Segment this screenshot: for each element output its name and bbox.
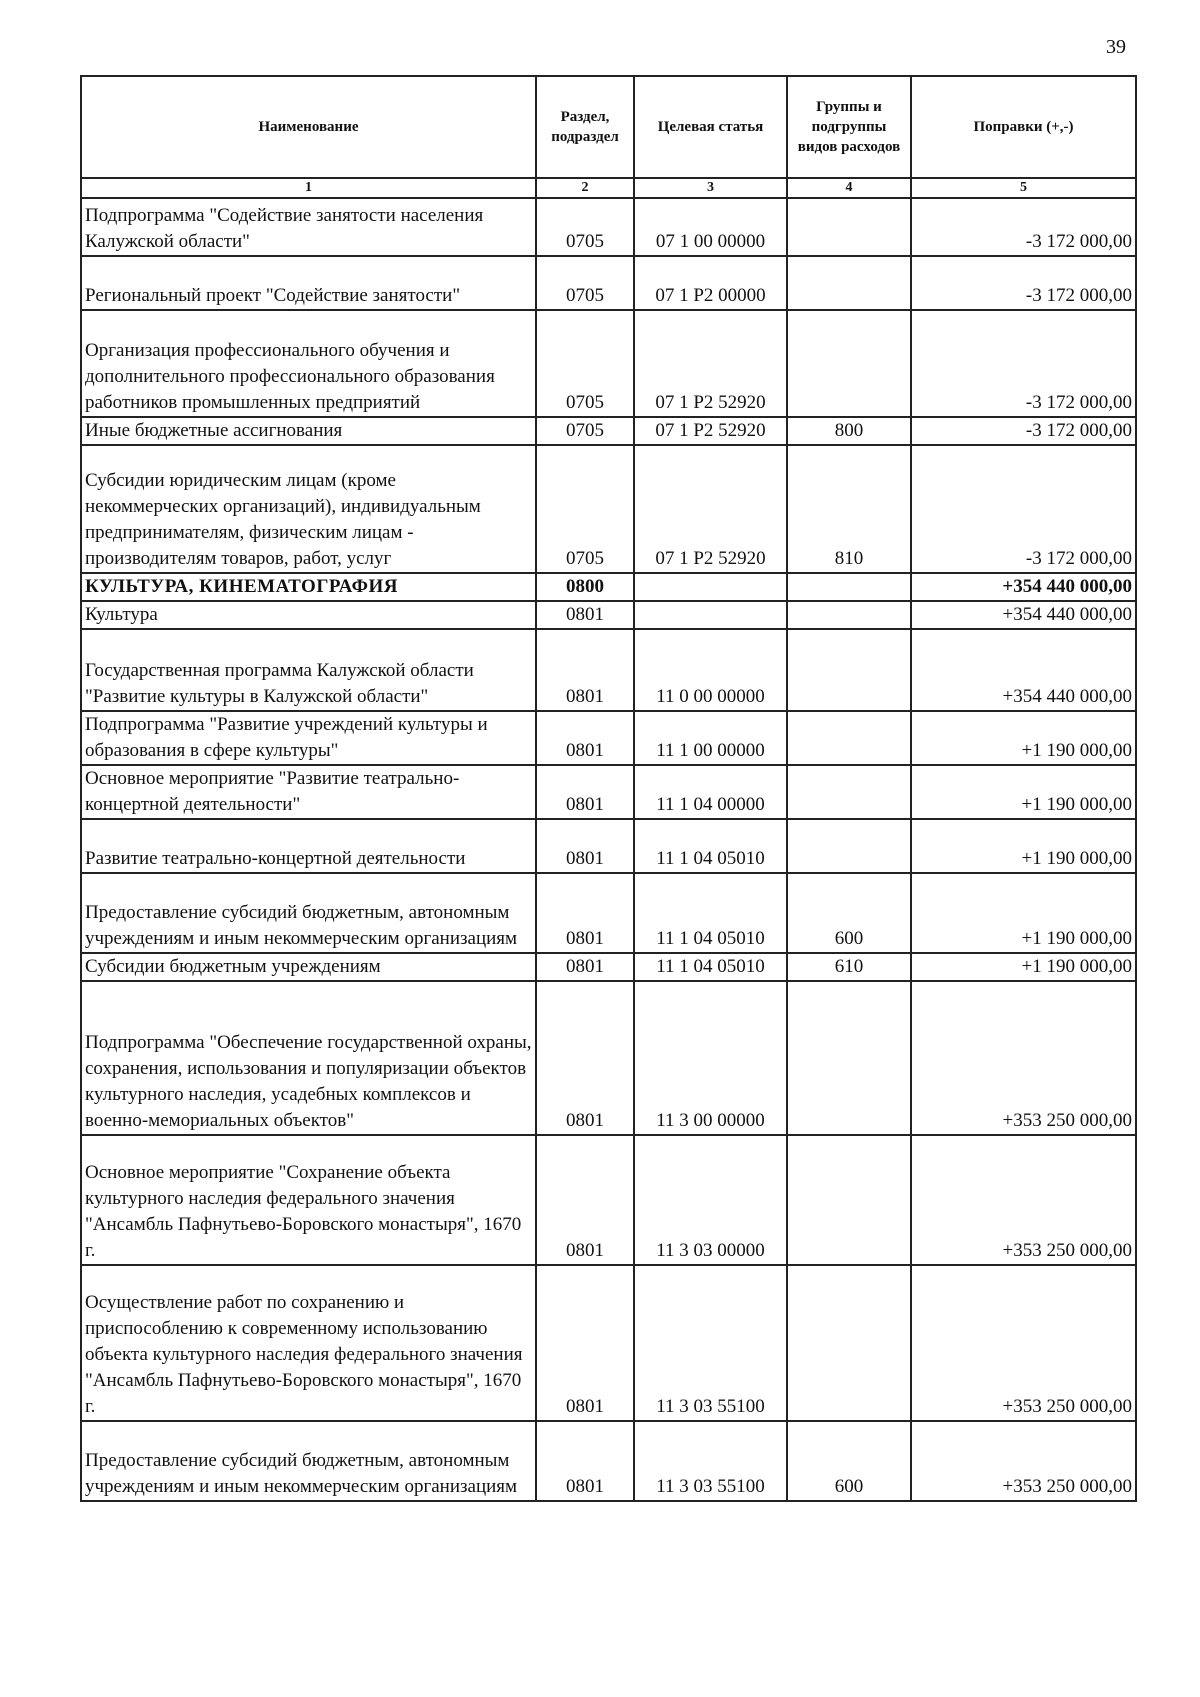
row-amount: +1 190 000,00 — [911, 873, 1136, 953]
row-group — [787, 601, 911, 629]
row-section: 0801 — [536, 601, 634, 629]
row-target: 11 0 00 00000 — [634, 629, 787, 711]
row-group — [787, 256, 911, 310]
row-section: 0705 — [536, 198, 634, 256]
row-amount: +353 250 000,00 — [911, 1265, 1136, 1421]
row-group — [787, 765, 911, 819]
row-amount: -3 172 000,00 — [911, 310, 1136, 417]
row-target: 11 1 04 00000 — [634, 765, 787, 819]
row-amount: +353 250 000,00 — [911, 1135, 1136, 1265]
row-amount: +354 440 000,00 — [911, 601, 1136, 629]
row-target — [634, 573, 787, 601]
row-section: 0801 — [536, 1421, 634, 1501]
row-name: Иные бюджетные ассигнования — [81, 417, 536, 445]
row-section: 0801 — [536, 711, 634, 765]
row-name: Подпрограмма "Развитие учреждений культуры и образования в сфере культуры" — [81, 711, 536, 765]
header-section: Раздел, подраздел — [536, 76, 634, 178]
row-section: 0801 — [536, 765, 634, 819]
row-section: 0801 — [536, 629, 634, 711]
table-row — [81, 711, 1136, 765]
row-target — [634, 601, 787, 629]
row-amount: +354 440 000,00 — [911, 629, 1136, 711]
row-group — [787, 1135, 911, 1265]
row-group — [787, 629, 911, 711]
row-amount: -3 172 000,00 — [911, 256, 1136, 310]
row-name: Осуществление работ по сохранению и приспособлению к современному использованию объекта культурного наследия федерального значения "Ансамбль Пафнутьево-Боровского монастыря", 1670 г. — [81, 1265, 536, 1421]
row-name: Подпрограмма "Обеспечение государственной охраны, сохранения, использования и популяризации объектов культурного наследия, усадебных комплексов и военно-мемориальных объектов" — [81, 981, 536, 1135]
row-name: Развитие театрально-концертной деятельности — [81, 819, 536, 873]
row-name: Субсидии бюджетным учреждениям — [81, 953, 536, 981]
row-amount: -3 172 000,00 — [911, 445, 1136, 573]
table-row — [81, 310, 1136, 417]
table-row — [81, 445, 1136, 573]
row-group: 610 — [787, 953, 911, 981]
row-section: 0705 — [536, 445, 634, 573]
table-row — [81, 765, 1136, 819]
row-target: 11 1 04 05010 — [634, 873, 787, 953]
table-row — [81, 601, 1136, 629]
row-amount: +354 440 000,00 — [911, 573, 1136, 601]
row-section: 0801 — [536, 953, 634, 981]
table-row — [81, 819, 1136, 873]
row-target: 07 1 P2 52920 — [634, 417, 787, 445]
row-group — [787, 1265, 911, 1421]
row-name: Предоставление субсидий бюджетным, автономным учреждениям и иным некоммерческим организациям — [81, 1421, 536, 1501]
row-name: Предоставление субсидий бюджетным, автономным учреждениям и иным некоммерческим организациям — [81, 873, 536, 953]
row-name: Региональный проект "Содействие занятости" — [81, 256, 536, 310]
row-group — [787, 198, 911, 256]
row-name: Субсидии юридическим лицам (кроме некоммерческих организаций), индивидуальным предпринимателям, физическим лицам - производителям товаров, работ, услуг — [81, 445, 536, 573]
row-group — [787, 573, 911, 601]
table-row — [81, 953, 1136, 981]
page-number: 39 — [1106, 36, 1126, 58]
header-name: Наименование — [81, 76, 536, 178]
table-row — [81, 981, 1136, 1135]
row-target: 07 1 P2 52920 — [634, 310, 787, 417]
row-target: 07 1 P2 00000 — [634, 256, 787, 310]
row-target: 11 1 04 05010 — [634, 953, 787, 981]
row-group — [787, 711, 911, 765]
row-amount: -3 172 000,00 — [911, 417, 1136, 445]
row-amount: +1 190 000,00 — [911, 819, 1136, 873]
row-section: 0801 — [536, 1135, 634, 1265]
row-group — [787, 981, 911, 1135]
table-row — [81, 573, 1136, 601]
row-group: 600 — [787, 873, 911, 953]
table-row — [81, 629, 1136, 711]
column-number-row — [81, 178, 1136, 198]
row-target: 11 3 03 55100 — [634, 1265, 787, 1421]
row-name: Основное мероприятие "Развитие театрально-концертной деятельности" — [81, 765, 536, 819]
row-name: Подпрограмма "Содействие занятости населения Калужской области" — [81, 198, 536, 256]
row-name: Государственная программа Калужской области "Развитие культуры в Калужской области" — [81, 629, 536, 711]
table-row — [81, 1135, 1136, 1265]
row-target: 11 3 03 55100 — [634, 1421, 787, 1501]
header-group: Группы и подгруппы видов расходов — [787, 76, 911, 178]
column-number: 4 — [787, 178, 911, 198]
table-row — [81, 198, 1136, 256]
row-section: 0705 — [536, 310, 634, 417]
row-amount: -3 172 000,00 — [911, 198, 1136, 256]
table-row — [81, 256, 1136, 310]
column-number: 5 — [911, 178, 1136, 198]
header-row — [81, 76, 1136, 178]
row-target: 11 1 00 00000 — [634, 711, 787, 765]
header-target: Целевая статья — [634, 76, 787, 178]
row-target: 07 1 00 00000 — [634, 198, 787, 256]
row-group: 600 — [787, 1421, 911, 1501]
row-group — [787, 819, 911, 873]
row-group: 810 — [787, 445, 911, 573]
row-name: Культура — [81, 601, 536, 629]
header-amount: Поправки (+,-) — [911, 76, 1136, 178]
row-group: 800 — [787, 417, 911, 445]
row-section: 0801 — [536, 981, 634, 1135]
row-name: Основное мероприятие "Сохранение объекта культурного наследия федерального значения "Ансамбль Пафнутьево-Боровского монастыря", 1670 г. — [81, 1135, 536, 1265]
row-amount: +1 190 000,00 — [911, 953, 1136, 981]
row-target: 11 3 03 00000 — [634, 1135, 787, 1265]
column-number: 1 — [81, 178, 536, 198]
row-section: 0705 — [536, 256, 634, 310]
row-target: 11 1 04 05010 — [634, 819, 787, 873]
row-section: 0705 — [536, 417, 634, 445]
row-section: 0801 — [536, 873, 634, 953]
row-amount: +353 250 000,00 — [911, 1421, 1136, 1501]
row-target: 07 1 P2 52920 — [634, 445, 787, 573]
table-row — [81, 873, 1136, 953]
row-group — [787, 310, 911, 417]
row-name: КУЛЬТУРА, КИНЕМАТОГРАФИЯ — [81, 573, 536, 601]
row-name: Организация профессионального обучения и дополнительного профессионального образования работников промышленных предприятий — [81, 310, 536, 417]
column-number: 2 — [536, 178, 634, 198]
row-amount: +1 190 000,00 — [911, 765, 1136, 819]
row-amount: +353 250 000,00 — [911, 981, 1136, 1135]
column-number: 3 — [634, 178, 787, 198]
row-section: 0801 — [536, 1265, 634, 1421]
budget-amendments-table — [80, 75, 1137, 1502]
row-target: 11 3 00 00000 — [634, 981, 787, 1135]
row-amount: +1 190 000,00 — [911, 711, 1136, 765]
table-row — [81, 417, 1136, 445]
row-section: 0800 — [536, 573, 634, 601]
table-row — [81, 1265, 1136, 1421]
row-section: 0801 — [536, 819, 634, 873]
table-row — [81, 1421, 1136, 1501]
